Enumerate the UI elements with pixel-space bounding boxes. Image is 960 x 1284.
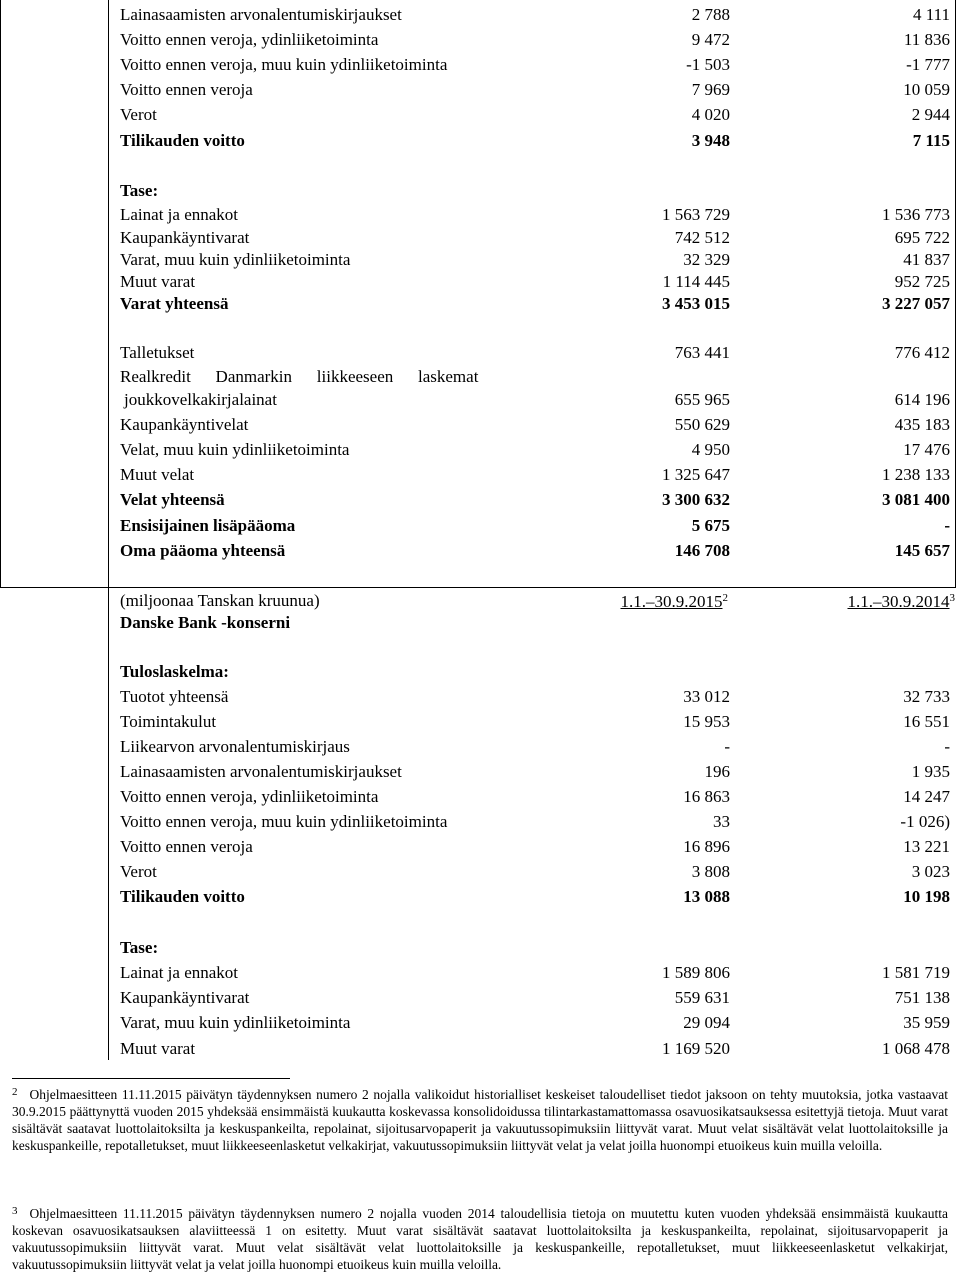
- row-label: joukkovelkakirjalainat: [124, 390, 277, 409]
- value-col-1: -: [724, 737, 730, 756]
- row-label: Voitto ennen veroja: [120, 837, 253, 856]
- value-col-2: 32 733: [903, 687, 950, 706]
- value-col-2: 1 238 133: [882, 465, 950, 484]
- row-label: Tilikauden voitto: [120, 131, 245, 150]
- row-label: Toimintakulut: [120, 712, 217, 731]
- footnote-3: [12, 1205, 948, 1273]
- row-label: Kaupankäyntivarat: [120, 988, 250, 1007]
- footnote-ref-2: 2: [722, 592, 728, 604]
- row-label: Kaupankäyntivelat: [120, 415, 249, 434]
- value-col-2: 35 959: [903, 1013, 950, 1032]
- table-row: [0, 131, 960, 151]
- row-label: Varat, muu kuin ydinliiketoiminta: [120, 250, 351, 269]
- row-label: Varat, muu kuin ydinliiketoiminta: [120, 1013, 351, 1032]
- row-label: Talletukset: [120, 343, 195, 362]
- value-col-1: 16 863: [683, 787, 730, 806]
- value-col-2: -: [944, 737, 950, 756]
- value-col-1: 3 948: [691, 131, 730, 150]
- value-col-2: 1 068 478: [882, 1039, 950, 1058]
- table-row: [0, 80, 960, 100]
- table-row: [0, 294, 960, 314]
- table-row: [0, 988, 960, 1008]
- row-label: Lainasaamisten arvonalentumiskirjaukset: [120, 762, 402, 781]
- value-col-2: 11 836: [903, 30, 950, 49]
- value-col-1: 1 589 806: [662, 963, 730, 982]
- value-col-1: 32 329: [683, 250, 730, 269]
- value-col-2: 1 581 719: [882, 963, 950, 982]
- value-col-1: 763 441: [674, 343, 730, 362]
- row-label: Ensisijainen lisäpääoma: [120, 516, 296, 535]
- value-col-1: -1 503: [686, 55, 730, 74]
- row-label: Realkredit Danmarkin liikkeeseen laskemat: [120, 367, 479, 386]
- value-col-2: 41 837: [903, 250, 950, 269]
- income-heading: [0, 662, 960, 682]
- footnote-ref-3: 3: [949, 592, 955, 604]
- value-col-2: 4 111: [913, 5, 950, 24]
- footnote-2-number: 2: [12, 1086, 18, 1098]
- row-label: Voitto ennen veroja, muu kuin ydinliiketoiminta: [120, 55, 448, 74]
- value-col-1: 13 088: [683, 887, 730, 906]
- value-col-1: 1 169 520: [662, 1039, 730, 1058]
- value-col-2: -: [944, 516, 950, 535]
- value-col-1: 559 631: [674, 988, 730, 1007]
- row-label: Lainasaamisten arvonalentumiskirjaukset: [120, 5, 402, 24]
- table-row: [0, 762, 960, 782]
- table-row: [0, 687, 960, 707]
- value-col-1: 146 708: [674, 541, 730, 560]
- balance-heading: [0, 181, 960, 201]
- value-col-2: 952 725: [894, 272, 950, 291]
- table-row: [0, 541, 960, 561]
- value-col-1: 1 114 445: [662, 272, 730, 291]
- table-row: [0, 1013, 960, 1033]
- row-label: Muut varat: [120, 272, 196, 291]
- value-col-2: 14 247: [903, 787, 950, 806]
- value-col-2: 435 183: [894, 415, 950, 434]
- value-col-2: 3 227 057: [882, 294, 950, 313]
- value-col-2: 17 476: [903, 440, 950, 459]
- table-row: [0, 105, 960, 125]
- value-col-2: -1 777: [906, 55, 950, 74]
- row-label: Velat yhteensä: [120, 490, 225, 509]
- value-col-2: 614 196: [894, 390, 950, 409]
- value-col-1: 196: [704, 762, 730, 781]
- value-col-2: 776 412: [894, 343, 950, 362]
- table-row: [0, 367, 960, 387]
- table-row: [0, 5, 960, 25]
- column-header-2014-text: 1.1.–30.9.2014: [847, 592, 950, 611]
- value-col-1: 1 563 729: [662, 205, 730, 224]
- footnote-separator: [12, 1078, 290, 1079]
- table-row: [0, 250, 960, 270]
- row-label: Voitto ennen veroja, ydinliiketoiminta: [120, 30, 379, 49]
- unit-label: (miljoonaa Tanskan kruunua): [120, 591, 320, 610]
- value-col-1: 3 808: [691, 862, 730, 881]
- row-label: Voitto ennen veroja: [120, 80, 253, 99]
- row-label: Tilikauden voitto: [120, 887, 245, 906]
- table-row: [0, 1039, 960, 1059]
- income-heading-text: Tuloslaskelma:: [120, 662, 229, 681]
- table-row: [0, 963, 960, 983]
- value-col-2: 7 115: [912, 131, 950, 150]
- row-label: Tuotot yhteensä: [120, 687, 229, 706]
- value-col-1: 5 675: [691, 516, 730, 535]
- row-label: Velat, muu kuin ydinliiketoiminta: [120, 440, 350, 459]
- footnote-3-number: 3: [12, 1205, 18, 1217]
- row-label: Varat yhteensä: [120, 294, 229, 313]
- table-row: [0, 812, 960, 832]
- value-col-1: 1 325 647: [662, 465, 730, 484]
- value-col-1: 742 512: [674, 228, 730, 247]
- balance-heading-2: [0, 938, 960, 958]
- value-col-1: 29 094: [683, 1013, 730, 1032]
- value-col-2: 13 221: [903, 837, 950, 856]
- row-label: Kaupankäyntivarat: [120, 228, 250, 247]
- footnote-2-text: Ohjelmaesitteen 11.11.2015 päivätyn täydennyksen numero 2 nojalla valikoidut historialliset keskeiset taloudelliset tiedot jaksoon on tehty muutoksia, jotka vastaavat 30.9.2015 päättynyttä vuoden 2015 yhdeksää ensimmäistä kuukautta koskevassa konsolidoidussa tilintarkastamattomassa osavuosikatsauksessa esitettyjä tietoja. Muut varat sisältävät saatavat luottolaitoksilta ja keskuspankeilta, repolainat, sijoitusarvopaperit ja vakuutussopimuksiin liittyvät varat. Muut velat sisältävät velat luottolaitoksille ja keskuspankeille, repotalletukset, muut liikkeeseenlasketut velkakirjat, vakuutussopimuksiin liittyvät velat ja velat joilla huonompi etuoikeus kuin muilla veloilla.: [12, 1087, 948, 1153]
- value-col-2: -1 026): [900, 812, 950, 831]
- value-col-2: 2 944: [911, 105, 950, 124]
- section-divider: [0, 587, 956, 588]
- table-row: [0, 712, 960, 732]
- balance-heading-2-text: Tase:: [120, 938, 159, 957]
- value-col-1: 7 969: [691, 80, 730, 99]
- row-label: Lainat ja ennakot: [120, 963, 239, 982]
- value-col-2: 1 935: [911, 762, 950, 781]
- value-col-1: 550 629: [674, 415, 730, 434]
- balance-heading-text: Tase:: [120, 181, 159, 200]
- value-col-1: 3 300 632: [662, 490, 730, 509]
- table-row: [0, 415, 960, 435]
- row-label: Liikearvon arvonalentumiskirjaus: [120, 737, 350, 756]
- row-label: Muut velat: [120, 465, 195, 484]
- row-label: Lainat ja ennakot: [120, 205, 239, 224]
- value-col-2: 695 722: [894, 228, 950, 247]
- value-col-1: 4 950: [691, 440, 730, 459]
- value-col-2: 1 536 773: [882, 205, 950, 224]
- table-row: [0, 390, 960, 410]
- table-row: [0, 228, 960, 248]
- value-col-2: 751 138: [894, 988, 950, 1007]
- value-col-2: 3 023: [911, 862, 950, 881]
- table-row: [0, 272, 960, 292]
- value-col-1: 9 472: [691, 30, 730, 49]
- table-row: [0, 440, 960, 460]
- table-row: [0, 343, 960, 363]
- value-col-1: 33 012: [683, 687, 730, 706]
- value-col-2: 10 059: [903, 80, 950, 99]
- table-row: [0, 465, 960, 485]
- value-col-1: 15 953: [683, 712, 730, 731]
- table-row: [0, 837, 960, 857]
- column-header-2014: [848, 592, 956, 612]
- table-row: [0, 55, 960, 75]
- value-col-2: 145 657: [894, 541, 950, 560]
- value-col-1: 4 020: [691, 105, 730, 124]
- table-row: [0, 205, 960, 225]
- column-header-2015-text: 1.1.–30.9.2015: [620, 592, 723, 611]
- footnote-2: [12, 1086, 948, 1154]
- table-row: [0, 490, 960, 510]
- column-header-2015: [621, 592, 729, 612]
- row-label: Oma pääoma yhteensä: [120, 541, 286, 560]
- table-row: [0, 862, 960, 882]
- value-col-1: 3 453 015: [662, 294, 730, 313]
- entity-label: Danske Bank -konserni: [120, 613, 291, 632]
- table-row: [0, 887, 960, 907]
- footnote-3-text: Ohjelmaesitteen 11.11.2015 päivätyn täydennyksen numero 2 nojalla vuoden 2014 taloudellisia tietoja on muutettu kuten vuoden yhdeksää ensimmäistä kuukautta koskevan osavuosikatsauksen alaviitteessä 1 on esitetty. Muut varat sisältävät saatavat luottolaitoksilta ja keskuspankeilta, repolainat, sijoitusarvopaperit ja vakuutussopimuksiin liittyvät varat. Muut velat sisältävät velat luottolaitoksille ja keskuspankeille, repotalletukset, muut liikkeeseenlasketut velkakirjat, vakuutussopimuksiin liittyvät velat ja velat joilla huonompi etuoikeus kuin muilla veloilla.: [12, 1206, 948, 1272]
- value-col-1: 33: [713, 812, 730, 831]
- value-col-2: 10 198: [903, 887, 950, 906]
- row-label: Verot: [120, 862, 157, 881]
- value-col-2: 3 081 400: [882, 490, 950, 509]
- value-col-2: 16 551: [903, 712, 950, 731]
- value-col-1: 655 965: [674, 390, 730, 409]
- value-col-1: 16 896: [683, 837, 730, 856]
- row-label: Voitto ennen veroja, muu kuin ydinliiketoiminta: [120, 812, 448, 831]
- table-row: [0, 737, 960, 757]
- row-label: Voitto ennen veroja, ydinliiketoiminta: [120, 787, 379, 806]
- table-row: [0, 787, 960, 807]
- table-row: [0, 30, 960, 50]
- row-label: Muut varat: [120, 1039, 196, 1058]
- row-label: Verot: [120, 105, 157, 124]
- value-col-1: 2 788: [691, 5, 730, 24]
- table-row: [0, 516, 960, 536]
